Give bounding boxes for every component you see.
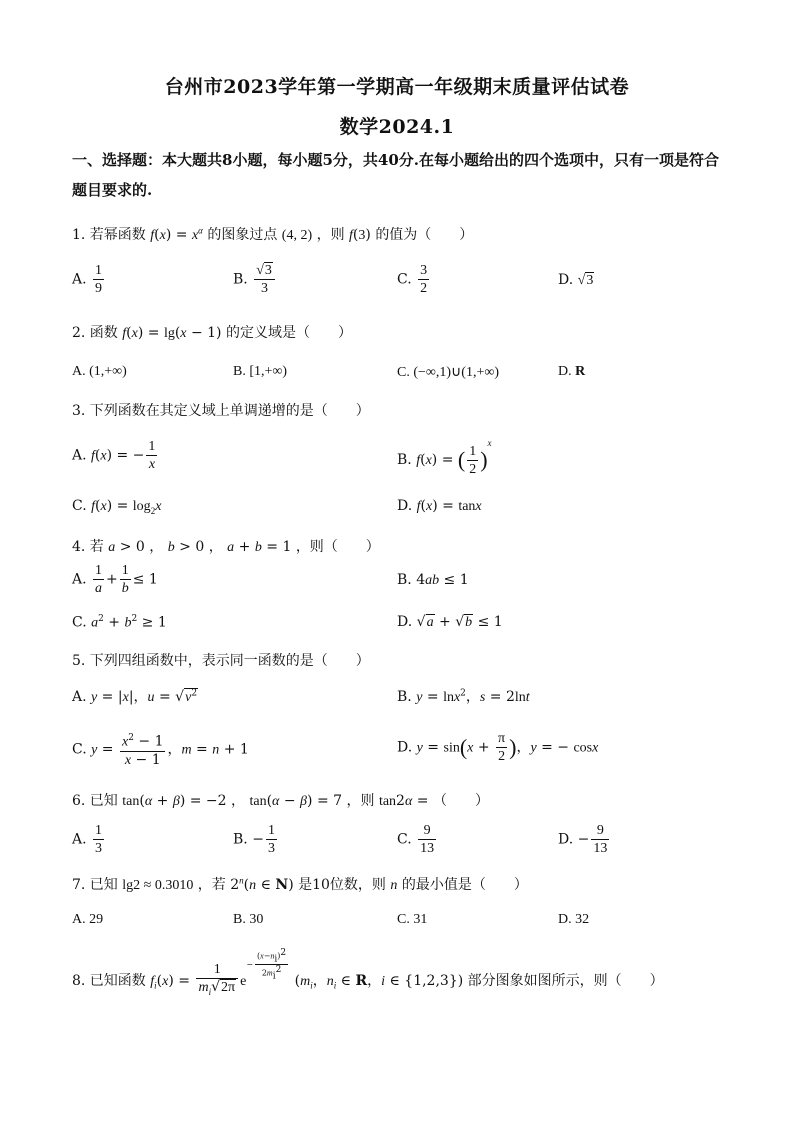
q6-option-b: B. − $\frac{1}{3}$	[233, 823, 275, 856]
q1-option-d: D. √3	[558, 272, 594, 288]
question-8: 8. 已知函数 $f_i(x)$ = $\frac{1}{m_i√2\pi}$ $e^{- \frac{(x-n_i)^2}{2m_i^2}}$ ($m_i$，$n_i$ ∈ R，i ∈ {1,2,3}) 部分图象如图所示，则（ ）	[72, 948, 664, 997]
question-2: 2. 函数 f(x) = lg(x − 1) 的定义域是（ ）	[72, 325, 352, 341]
q6-option-c: C. $\frac{9}{13}$	[397, 823, 435, 856]
q7-option-b: B. 30	[233, 912, 264, 927]
q2-option-b: B. [1,+∞)	[233, 364, 288, 379]
q2-option-a: A. (1,+∞)	[72, 364, 127, 379]
q3-option-c: C. $f(x) = \log_2x$	[72, 498, 162, 516]
q4-option-a: A. $\frac{1}{a}$ + $\frac{1}{b}$ ≤ 1	[72, 563, 158, 596]
q3-option-d: D. f(x) = tanx	[397, 498, 482, 514]
q7-option-d: D. 32	[558, 912, 590, 927]
question-6: 6. 已知 tan(α + β) = −2 ， tan(α − β) = 7 ，则 tan2α = （ ）	[72, 793, 489, 809]
question-3: 3. 下列函数在其定义域上单调递增的是（ ）	[72, 403, 370, 419]
q3-option-a: A. f(x) = − $\frac{1}{x}$	[72, 439, 156, 472]
section-heading: 一、选择题：本大题共8小题，每小题5分，共40分.在每小题给出的四个选项中，只有一项是符合题目要求的.	[72, 151, 719, 199]
q4-option-d: D. √a + √b ≤ 1	[397, 614, 503, 630]
q2-option-d: D. R	[558, 364, 586, 379]
q3-option-b: B. f(x) = ( $\frac{1}{2}$ )$^x$	[397, 438, 492, 477]
q2-option-c: C. (−∞,1)∪(1,+∞)	[397, 365, 499, 380]
q7-option-a: A. 29	[72, 912, 104, 927]
q6-option-a: A. $\frac{1}{3}$	[72, 823, 103, 856]
q1-option-c: C. $\frac{3}{2}$	[397, 263, 428, 296]
q5-option-b: B. y = lnx$^2$，s = 2lnt	[397, 688, 530, 705]
q1-option-a: A. $\frac{1}{9}$	[72, 263, 103, 296]
q5-option-a: A. y = |x|，$u = √v^2$	[72, 688, 198, 705]
q5-option-d: D. y = sin(x + $\frac{\pi}{2}$ )，y = − cosx	[397, 731, 599, 764]
q4-option-b: B. 4ab ≤ 1	[397, 572, 469, 588]
q4-option-c: C. $a^2 + b^2 \ge 1$	[72, 614, 167, 631]
q5-option-c: C. y = $\frac{x^2 - 1}{x - 1}$ ，m = n + 1	[72, 730, 249, 769]
exam-subtitle: 数学2024.1	[339, 116, 455, 138]
question-5: 5. 下列四组函数中，表示同一函数的是（ ）	[72, 653, 370, 669]
question-1: 1. 若幂函数 $f(x) = x^\alpha$ 的图象过点 (4, 2) ，则 f(3) 的值为（ ）	[72, 225, 474, 243]
q7-option-c: C. 31	[397, 912, 428, 927]
q1-option-b: B. $\frac{√3}{3}$	[233, 262, 277, 297]
question-7: 7. 已知 lg2 ≈ 0.3010 ，若 2$^n$(n ∈ N) 是10位数，则 n 的最小值是（ ）	[72, 875, 528, 893]
exam-title: 台州市2023学年第一学期高一年级期末质量评估试卷	[164, 76, 630, 98]
q6-option-d: D. − $\frac{9}{13}$	[558, 823, 608, 856]
question-4: 4. 若 a > 0 ， b > 0 ， a + b = 1 ，则（ ）	[72, 539, 380, 555]
